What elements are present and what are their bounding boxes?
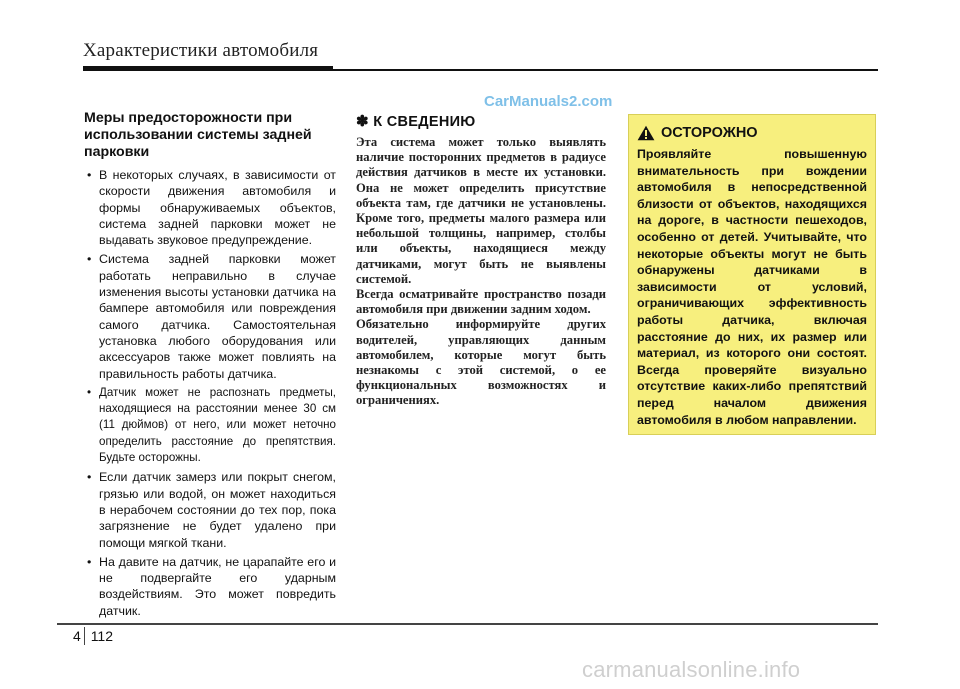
chapter-number: 4 — [73, 628, 81, 644]
intro-title-text: К СВЕДЕНИЮ — [373, 114, 476, 130]
intro-paragraph: Обязательно информируйте других водителей, управляющих данным автомобилем, которые могут быть незнакомы с этой системой, о ее функциональных возможностях и ограничениях. — [356, 317, 606, 408]
star-icon: ✽ — [356, 113, 369, 130]
header-rule-thin — [333, 69, 878, 71]
watermark-top[interactable]: CarManuals2.com — [484, 93, 613, 110]
intro-column — [356, 113, 606, 409]
caution-text: Проявляйте повышенную внимательность при вождении автомобиля в непосредственной близости от объектов, находящихся на дороге, в частности пешеходов, особенно от детей. Учитывайте, что некоторые объекты могут не быть обнаружены датчиками в зависимости от условий, ограничивающих эффективность работы датчика, включая расстояние до них, их размер или материал, из которого они состоят. Всегда проверяйте визуально отсутствие каких-либо препятствий перед началом движения автомобиля в любом направлении. — [637, 147, 867, 427]
page-number — [73, 628, 113, 644]
caution-title — [637, 125, 867, 141]
list-item: • Система задней парковки может работать неправильно в случае изменения высоты установки датчика на бампере автомобиля или повреждения самого датчика. Самостоятельная установка любого оборудования или аксессуаров также может повлиять на правильность работы датчика. — [84, 251, 336, 381]
warning-triangle-icon — [637, 125, 655, 141]
caution-title-text: ОСТОРОЖНО — [661, 125, 758, 141]
precautions-list — [84, 167, 336, 619]
page-number-value: 112 — [90, 628, 114, 644]
intro-paragraph: Всегда осматривайте пространство позади автомобиля при движении задним ходом. — [356, 287, 606, 317]
watermark-bottom[interactable]: carmanualsonline.info — [582, 657, 801, 682]
header-title: Характеристики автомобиля — [83, 40, 319, 61]
precautions-column — [84, 110, 336, 622]
precautions-title: Меры предосторожности при использовании системы задней парковки — [84, 110, 312, 160]
list-item: • Если датчик замерз или покрыт снегом, грязью или водой, он может находиться в нерабочем состоянии до тех пор, пока загрязнение не будет удалено при помощи мягкой ткани. — [84, 469, 336, 550]
intro-title — [356, 113, 606, 131]
list-item: • На давите на датчик, не царапайте его и не подвергайте его ударным воздействиям. Это может повредить датчик. — [84, 554, 336, 619]
footer-rule — [57, 623, 878, 625]
list-item: • В некоторых случаях, в зависимости от скорости движения автомобиля и формы обнаруживаемых объектов, система задней парковки может не выдавать звуковое предупреждение. — [84, 167, 336, 248]
header-rule-thick — [83, 66, 333, 71]
intro-paragraph: Эта система может только выявлять наличие посторонних предметов в радиусе действия датчиков в месте их установки. Она не может определить присутствие объекта там, где датчики не установлены. Кроме того, предметы малого размера или небольшой толщины, например, столбы или объекты, находящиеся между датчиками, могут быть не выявлены системой. — [356, 135, 606, 286]
list-item: • Датчик может не распознать предметы, находящиеся на расстоянии менее 30 см (11 дюймов) от него, или может неточно определить расстояние до препятствия. Будьте осторожны. — [84, 385, 336, 466]
caution-box — [628, 114, 876, 435]
